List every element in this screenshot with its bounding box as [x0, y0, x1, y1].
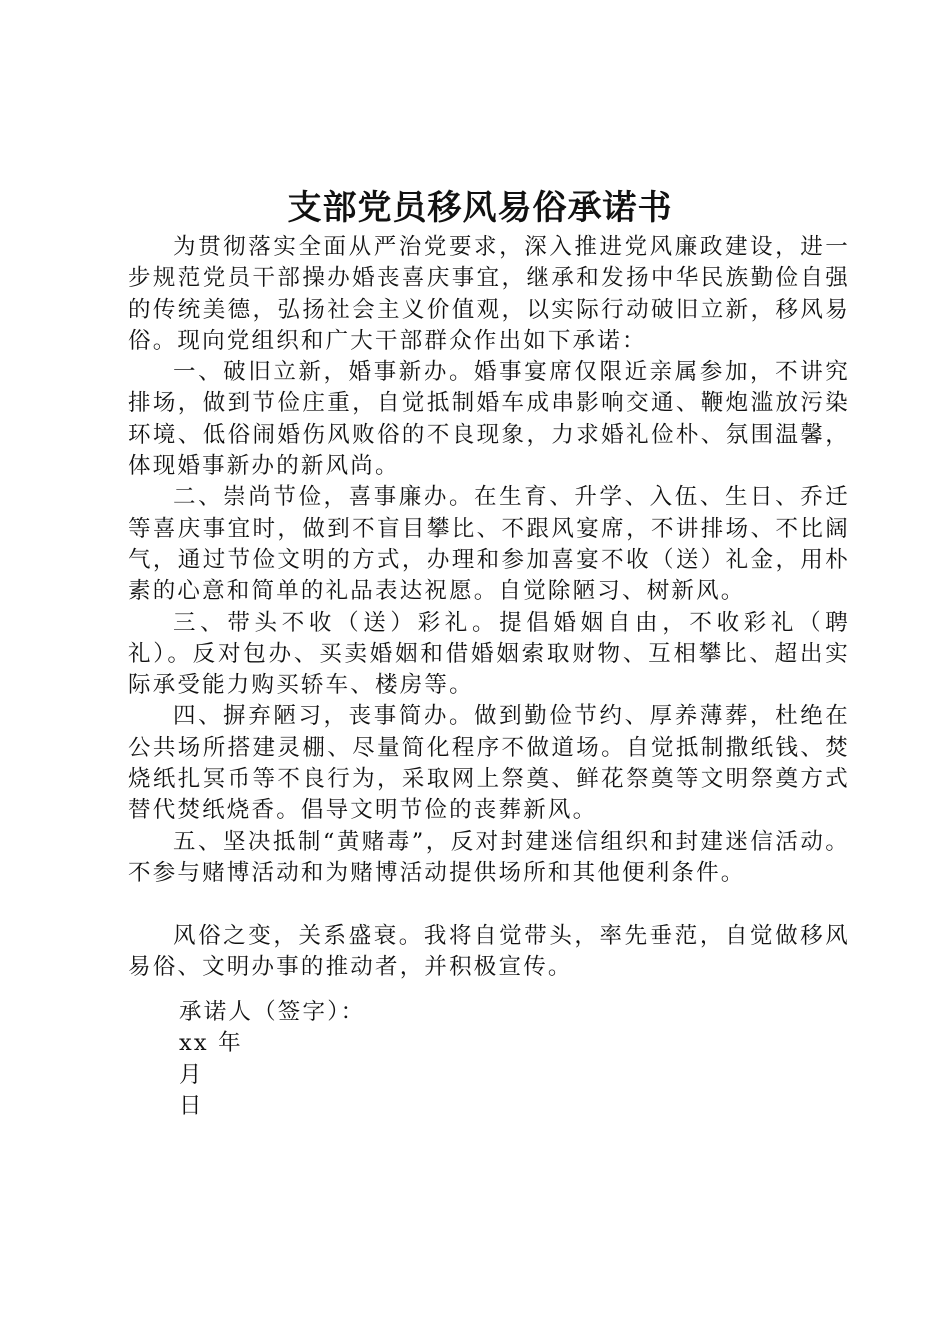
- commitment-3-paragraph: 三、带头不收（送）彩礼。提倡婚姻自由，不收彩礼（聘礼）。反对包办、买卖婚姻和借婚姻索取财物、互相攀比、超出实际承受能力购买轿车、楼房等。: [128, 609, 850, 699]
- commitment-5-paragraph: 五、坚决抵制“黄赌毒”，反对封建迷信组织和封建迷信活动。不参与赌博活动和为赌博活动提供场所和其他便利条件。: [128, 828, 850, 886]
- commitment-1-paragraph: 一、破旧立新，婚事新办。婚事宴席仅限近亲属参加，不讲究排场，做到节俭庄重，自觉抵制婚车成串影响交通、鞭炮滥放污染环境、低俗闹婚伤风败俗的不良现象，力求婚礼俭朴、氛围温馨，体现婚事新办的新风尚。: [128, 359, 850, 480]
- signature-block: [179, 997, 365, 1122]
- paragraph-spacer: [128, 889, 850, 920]
- signature-label: 承诺人（签字）：: [179, 999, 366, 1025]
- commitment-2-paragraph: 二、崇尚节俭，喜事廉办。在生育、升学、入伍、生日、乔迁等喜庆事宜时，做到不盲目攀比、不跟风宴席，不讲排场、不比阔气，通过节俭文明的方式，办理和参加喜宴不收（送）礼金，用朴素的心意和简单的礼品表达祝愿。自觉除陋习、树新风。: [128, 484, 850, 605]
- signature-month: 月: [179, 1061, 204, 1088]
- closing-paragraph: 风俗之变，关系盛衰。我将自觉带头，率先垂范，自觉做移风易俗、文明办事的推动者，并积极宣传。: [128, 922, 850, 980]
- document-body: [128, 232, 850, 983]
- signature-year: xx 年: [179, 1030, 243, 1057]
- commitment-4-paragraph: 四、摒弃陋习，丧事简办。做到勤俭节约、厚养薄葬，杜绝在公共场所搭建灵棚、尽量简化程序不做道场。自觉抵制撒纸钱、焚烧纸扎冥币等不良行为，采取网上祭奠、鲜花祭奠等文明祭奠方式替代焚纸烧香。倡导文明节俭的丧葬新风。: [128, 703, 850, 824]
- signature-day: 日: [179, 1092, 204, 1119]
- intro-paragraph: 为贯彻落实全面从严治党要求，深入推进党风廉政建设，进一步规范党员干部操办婚丧喜庆事宜，继承和发扬中华民族勤俭自强的传统美德，弘扬社会主义价值观，以实际行动破旧立新，移风易俗。现向党组织和广大干部群众作出如下承诺：: [128, 234, 850, 354]
- document-title: 支部党员移风易俗承诺书: [287, 188, 673, 228]
